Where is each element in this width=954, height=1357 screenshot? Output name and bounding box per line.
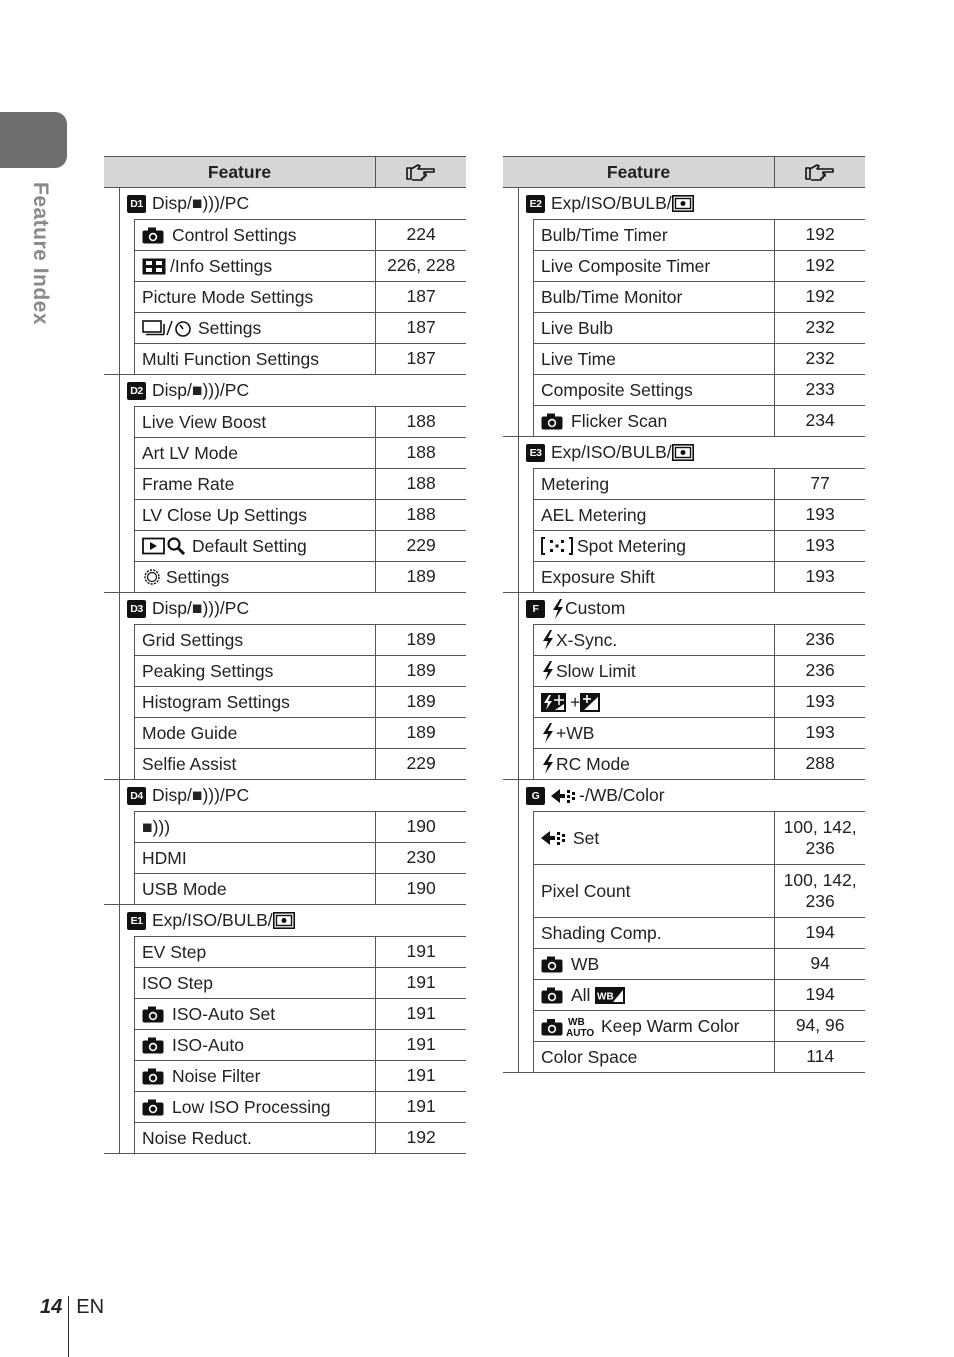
pointing-hand-icon: [406, 163, 436, 181]
table-row: [534, 468, 865, 499]
feature-label: Live Composite Timer: [541, 255, 711, 276]
group-label: -/WB/Color: [579, 785, 665, 805]
feature-cell: [135, 282, 376, 312]
pointing-hand-icon: [805, 163, 835, 181]
feature-cell: [534, 1011, 775, 1041]
table-row: [135, 219, 466, 250]
table-row: [534, 624, 865, 655]
table-row: [534, 312, 865, 343]
table-header: [503, 156, 865, 188]
exposure-compensation-icon: [580, 693, 600, 712]
feature-label: Histogram Settings: [142, 691, 290, 712]
feature-label: Spot Metering: [577, 535, 686, 556]
feature-label: Grid Settings: [142, 629, 244, 650]
feature-label: Mode Guide: [142, 722, 238, 743]
page-reference: 192: [805, 286, 835, 307]
feature-label: ISO-Auto: [172, 1034, 244, 1055]
table-row: [135, 936, 466, 967]
group-rows: [134, 219, 466, 374]
settings-group: [503, 780, 865, 1073]
feature-label: Settings: [166, 566, 230, 587]
feature-label: Frame Rate: [142, 473, 235, 494]
group-rows: [134, 406, 466, 592]
feature-cell: [135, 625, 376, 655]
svg-text:WB: WB: [568, 1017, 585, 1028]
page-reference: 188: [406, 504, 436, 525]
menu-badge-icon: D4: [127, 787, 146, 805]
feature-label: ISO-Auto Set: [172, 1003, 276, 1024]
table-row: [534, 655, 865, 686]
page-reference: 193: [805, 722, 835, 743]
page-reference: 188: [406, 442, 436, 463]
page-reference: 193: [805, 504, 835, 525]
feature-label: Exposure Shift: [541, 566, 655, 587]
feature-cell: [534, 812, 775, 864]
feature-cell: [135, 968, 376, 998]
feature-label: Live View Boost: [142, 411, 267, 432]
camera-icon: [142, 227, 164, 244]
page-reference: 226, 228: [387, 255, 456, 276]
table-row: [135, 748, 466, 779]
settings-group: [104, 188, 466, 375]
table-row: [534, 717, 865, 748]
settings-group: [503, 593, 865, 780]
feature-cell: [534, 469, 775, 499]
camera-icon: [142, 1037, 164, 1054]
feature-label: /Info Settings: [170, 255, 273, 276]
group-heading: [104, 375, 466, 406]
metering-icon: [672, 444, 694, 461]
table-row: [534, 811, 865, 864]
table-row: [534, 405, 865, 436]
table-row: [534, 1041, 865, 1072]
page-reference: 189: [406, 629, 436, 650]
feature-table-right: [503, 156, 865, 1073]
page-reference: 230: [406, 847, 436, 868]
table-row: [534, 686, 865, 717]
settings-group: [104, 905, 466, 1154]
table-row: [135, 686, 466, 717]
table-row: [135, 281, 466, 312]
page-reference: 192: [805, 255, 835, 276]
table-row: [135, 655, 466, 686]
page-reference: 100, 142, 236: [783, 869, 857, 911]
feature-label: Shading Comp.: [541, 922, 662, 943]
page-reference: 77: [810, 473, 830, 494]
menu-badge-icon: F: [526, 600, 545, 618]
image-size-icon: [541, 829, 569, 847]
page-reference: 288: [805, 753, 835, 774]
page-reference: 190: [406, 878, 436, 899]
feature-cell: [534, 406, 775, 436]
feature-label: Noise Reduct.: [142, 1127, 252, 1148]
feature-cell: [135, 562, 376, 592]
table-row: [135, 406, 466, 437]
page-reference: 188: [406, 411, 436, 432]
page-reference: 191: [406, 941, 436, 962]
page-reference: 189: [406, 566, 436, 587]
section-tab: [0, 112, 67, 168]
feature-label: +: [570, 691, 581, 712]
camera-wb-auto-icon: [541, 1015, 597, 1037]
table-row: [135, 468, 466, 499]
feature-label: Picture Mode Settings: [142, 286, 314, 307]
group-label: Disp/■)))/PC: [152, 785, 250, 805]
wb-compensation-icon: [595, 987, 625, 1004]
page-reference: 193: [805, 691, 835, 712]
group-heading: [104, 593, 466, 624]
feature-label: RC Mode: [556, 753, 630, 774]
feature-cell: [135, 812, 376, 842]
feature-cell: [534, 718, 775, 748]
table-row: [135, 624, 466, 655]
camera-icon: [142, 1068, 164, 1085]
page-reference: 224: [406, 224, 436, 245]
group-rows: [533, 219, 865, 436]
table-row: [135, 437, 466, 468]
feature-label: ■))): [142, 816, 171, 837]
feature-cell: [135, 656, 376, 686]
feature-cell: [534, 656, 775, 686]
feature-label: ISO Step: [142, 972, 214, 993]
section-title: Feature Index: [29, 182, 52, 326]
feature-label: All: [571, 984, 591, 1005]
header-feature: Feature: [104, 157, 376, 187]
camera-icon: [142, 1006, 164, 1023]
flash-compensation-icon: [541, 693, 566, 712]
table-row: [135, 717, 466, 748]
playback-zoom-icon: [142, 537, 188, 555]
camera-icon: [541, 987, 563, 1004]
feature-cell: [534, 282, 775, 312]
feature-cell: [135, 874, 376, 904]
group-heading: [104, 188, 466, 219]
group-label: Exp/ISO/BULB/: [551, 442, 672, 462]
table-row: [534, 499, 865, 530]
feature-cell: [135, 251, 376, 281]
feature-cell: [135, 407, 376, 437]
settings-group: [104, 375, 466, 593]
feature-label: X-Sync.: [556, 629, 618, 650]
menu-badge-icon: D3: [127, 600, 146, 618]
table-row: [534, 748, 865, 779]
flash-icon: [551, 599, 565, 619]
feature-label: EV Step: [142, 941, 207, 962]
page-footer: [40, 1296, 104, 1357]
page-reference: 187: [406, 286, 436, 307]
menu-badge-icon: D2: [127, 382, 146, 400]
feature-cell: [534, 251, 775, 281]
group-heading: [503, 437, 865, 468]
feature-cell: [534, 918, 775, 948]
footer-divider: [68, 1296, 69, 1357]
page-reference: 232: [805, 348, 835, 369]
page-reference: 194: [805, 984, 835, 1005]
table-row: [135, 499, 466, 530]
table-row: [534, 917, 865, 948]
gear-icon: [142, 567, 162, 587]
page-reference: 236: [805, 629, 835, 650]
feature-label: Settings: [198, 317, 262, 338]
table-row: [534, 374, 865, 405]
feature-cell: [534, 980, 775, 1010]
table-row: [534, 864, 865, 917]
feature-cell: [135, 344, 376, 374]
page-reference: 191: [406, 1034, 436, 1055]
feature-label: Peaking Settings: [142, 660, 274, 681]
feature-cell: [135, 438, 376, 468]
feature-cell: [135, 1123, 376, 1153]
table-row: [135, 530, 466, 561]
page-reference: 189: [406, 660, 436, 681]
table-row: [135, 1060, 466, 1091]
page-reference: 194: [805, 922, 835, 943]
feature-cell: [135, 531, 376, 561]
feature-cell: [534, 375, 775, 405]
feature-cell: [135, 313, 376, 343]
group-rows: [533, 468, 865, 592]
feature-label: Slow Limit: [556, 660, 636, 681]
feature-label: Metering: [541, 473, 610, 494]
table-row: [534, 530, 865, 561]
table-row: [534, 561, 865, 592]
feature-label: Live Time: [541, 348, 616, 369]
settings-group: [104, 593, 466, 780]
feature-cell: [135, 843, 376, 873]
feature-cell: [135, 220, 376, 250]
settings-group: [503, 188, 865, 437]
feature-label: Bulb/Time Timer: [541, 224, 668, 245]
feature-label: USB Mode: [142, 878, 227, 899]
table-row: [534, 250, 865, 281]
feature-cell: [135, 500, 376, 530]
feature-cell: [534, 865, 775, 917]
language-code: EN: [76, 1296, 105, 1318]
page-reference: 190: [406, 816, 436, 837]
menu-badge-icon: G: [526, 787, 545, 805]
flash-icon: [541, 630, 555, 650]
drive-self-timer-icon: [142, 319, 194, 337]
group-label: Disp/■)))/PC: [152, 193, 250, 213]
table-row: [135, 873, 466, 904]
table-row: [534, 1010, 865, 1041]
feature-cell: [135, 999, 376, 1029]
feature-cell: [135, 1061, 376, 1091]
feature-label: Multi Function Settings: [142, 348, 320, 369]
feature-cell: [135, 1030, 376, 1060]
table-row: [135, 811, 466, 842]
page-reference: 114: [806, 1046, 835, 1067]
menu-badge-icon: E1: [127, 912, 146, 930]
table-row: [534, 979, 865, 1010]
group-label: Disp/■)))/PC: [152, 380, 250, 400]
camera-icon: [541, 413, 563, 430]
feature-label: Low ISO Processing: [172, 1096, 331, 1117]
feature-cell: [534, 687, 775, 717]
group-heading: [503, 780, 865, 811]
feature-label: AEL Metering: [541, 504, 647, 525]
svg-text:WB: WB: [597, 991, 615, 1002]
metering-icon: [672, 195, 694, 212]
feature-label: Keep Warm Color: [601, 1015, 740, 1036]
image-size-icon: [551, 787, 579, 805]
feature-cell: [534, 749, 775, 779]
page-reference: 187: [406, 348, 436, 369]
feature-label: +WB: [556, 722, 595, 743]
feature-label: Bulb/Time Monitor: [541, 286, 683, 307]
feature-label: Flicker Scan: [571, 410, 668, 431]
page-reference: 189: [406, 691, 436, 712]
page-reference: 229: [406, 753, 436, 774]
page-reference: 100, 142, 236: [783, 816, 857, 858]
feature-label: Live Bulb: [541, 317, 613, 338]
page-reference: 191: [406, 1096, 436, 1117]
feature-label: Set: [573, 827, 600, 848]
page-reference: 192: [805, 224, 835, 245]
feature-label: Control Settings: [172, 224, 297, 245]
spot-metering-icon: [541, 537, 573, 555]
table-row: [135, 343, 466, 374]
flash-icon: [541, 723, 555, 743]
feature-label: Default Setting: [192, 535, 307, 556]
page-reference: 236: [805, 660, 835, 681]
menu-badge-icon: D1: [127, 195, 146, 213]
feature-cell: [135, 469, 376, 499]
group-rows: [134, 624, 466, 779]
feature-cell: [135, 937, 376, 967]
feature-cell: [135, 718, 376, 748]
page-reference: 94, 96: [795, 1015, 845, 1036]
flash-icon: [541, 661, 555, 681]
camera-icon: [541, 956, 563, 973]
feature-cell: [534, 949, 775, 979]
page-reference: 193: [805, 566, 835, 587]
feature-cell: [534, 344, 775, 374]
feature-label: Noise Filter: [172, 1065, 261, 1086]
feature-cell: [534, 562, 775, 592]
page-reference: 187: [406, 317, 436, 338]
info-display-icon: [142, 258, 166, 275]
page-number: 14: [40, 1296, 63, 1318]
feature-cell: [534, 220, 775, 250]
group-label: Custom: [565, 598, 626, 618]
page-reference: 229: [406, 535, 436, 556]
page-reference: 232: [805, 317, 835, 338]
feature-label: Color Space: [541, 1046, 638, 1067]
page-reference: 188: [406, 473, 436, 494]
header-reference: [775, 157, 865, 187]
feature-cell: [135, 687, 376, 717]
table-row: [135, 250, 466, 281]
feature-label: HDMI: [142, 847, 187, 868]
table-row: [135, 967, 466, 998]
feature-label: Selfie Assist: [142, 753, 237, 774]
flash-icon: [541, 754, 555, 774]
camera-icon: [142, 1099, 164, 1116]
table-row: [135, 1029, 466, 1060]
settings-group: [104, 780, 466, 905]
table-row: [534, 281, 865, 312]
header-feature: Feature: [503, 157, 775, 187]
group-rows: [134, 936, 466, 1153]
feature-cell: [135, 749, 376, 779]
table-row: [135, 1091, 466, 1122]
feature-cell: [534, 625, 775, 655]
table-row: [135, 842, 466, 873]
svg-text:AUTO: AUTO: [566, 1028, 595, 1037]
menu-badge-icon: E3: [526, 444, 545, 462]
feature-cell: [534, 500, 775, 530]
group-heading: [104, 905, 466, 936]
table-row: [135, 998, 466, 1029]
feature-label: Art LV Mode: [142, 442, 238, 463]
page-reference: 191: [406, 972, 436, 993]
settings-group: [503, 437, 865, 593]
page-reference: 192: [406, 1127, 436, 1148]
feature-label: LV Close Up Settings: [142, 504, 308, 525]
group-heading: [503, 188, 865, 219]
table-row: [534, 219, 865, 250]
feature-label: Pixel Count: [541, 880, 631, 901]
table-row: [135, 1122, 466, 1153]
header-reference: [376, 157, 466, 187]
group-heading: [104, 780, 466, 811]
page-reference: 234: [805, 410, 835, 431]
page-reference: 193: [805, 535, 835, 556]
page-reference: 191: [406, 1003, 436, 1024]
group-label: Exp/ISO/BULB/: [152, 910, 273, 930]
feature-label: Composite Settings: [541, 379, 693, 400]
group-rows: [533, 811, 865, 1072]
feature-cell: [534, 313, 775, 343]
feature-cell: [534, 1042, 775, 1072]
page-reference: 94: [810, 953, 830, 974]
group-rows: [533, 624, 865, 779]
page-reference: 189: [406, 722, 436, 743]
feature-label: WB: [571, 953, 600, 974]
feature-cell: [135, 1092, 376, 1122]
feature-cell: [534, 531, 775, 561]
feature-table-left: [104, 156, 466, 1154]
group-label: Exp/ISO/BULB/: [551, 193, 672, 213]
group-heading: [503, 593, 865, 624]
table-row: [135, 561, 466, 592]
table-row: [135, 312, 466, 343]
group-rows: [134, 811, 466, 904]
metering-icon: [273, 912, 295, 929]
table-header: [104, 156, 466, 188]
table-row: [534, 343, 865, 374]
group-label: Disp/■)))/PC: [152, 598, 250, 618]
table-row: [534, 948, 865, 979]
page-reference: 191: [406, 1065, 436, 1086]
page-reference: 233: [805, 379, 835, 400]
menu-badge-icon: E2: [526, 195, 545, 213]
